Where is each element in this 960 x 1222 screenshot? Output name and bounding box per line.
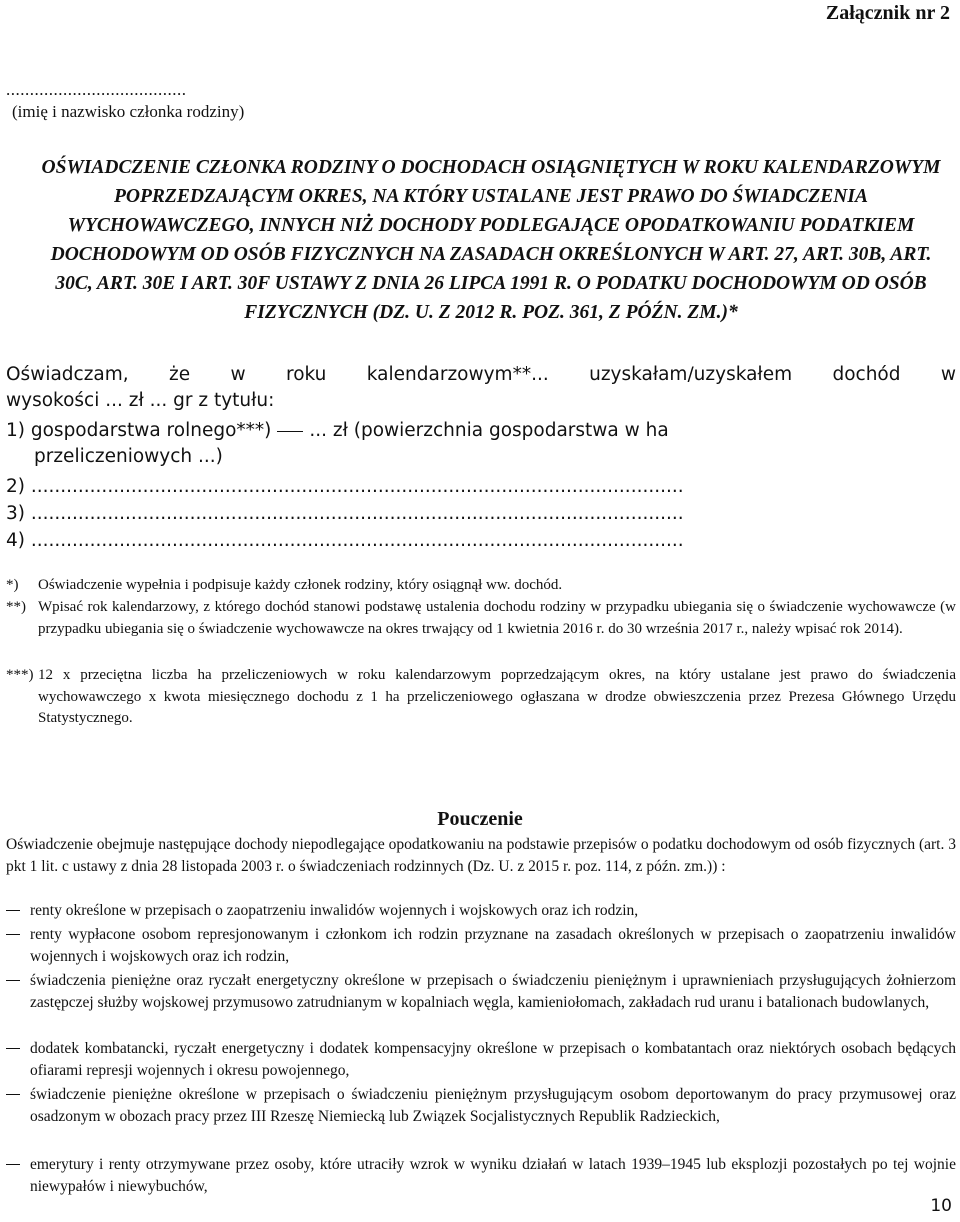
income-item-4: 4) ...............................................................................................................: [6, 530, 684, 551]
list-item-text: dodatek kombatancki, ryczałt energetyczny i dodatek kompensacyjny określone w przepisach o kombatantach oraz niektórych osobach będących ofiarami represji wojennych i okresu powojennego,: [30, 1040, 956, 1079]
income-item-1-amount: ... zł (powierzchnia gospodarstwa w ha: [309, 420, 669, 441]
list-item: [6, 924, 956, 968]
list-item: [6, 1038, 956, 1082]
pouczenie-heading: Pouczenie: [437, 808, 523, 830]
footnote-text: 12 x przeciętna liczba ha przeliczeniowych w roku kalendarzowym poprzedzającym okres, na który ustalane jest prawo do świadczenia wychowawczego x kwota miesięcznego dochodu z 1 ha przeliczeniowego ogłaszana w drodze obwieszczenia przez Prezesa Głównego Urzędu Statystycznego.: [38, 667, 956, 726]
dash-bullet: [6, 1094, 20, 1095]
footnote-text: Oświadczenie wypełnia i podpisuje każdy członek rodziny, który osiągnął ww. dochód.: [38, 577, 563, 593]
annex-label: Załącznik nr 2: [825, 2, 950, 24]
footnote-text: Wpisać rok kalendarzowy, z którego dochód stanowi podstawę ustalenia dochodu rodziny w przypadku ubiegania się o świadczenie wychowawcze (w przypadku ubiegania się o świadczenie wychowawcze na okres trwający od 1 kwietnia 2016 r. do 30 września 2017 r., należy wpisać rok 2014).: [38, 599, 956, 637]
dash-bullet: [6, 934, 20, 935]
declaration-title: OŚWIADCZENIE CZŁONKA RODZINY O DOCHODACH OSIĄGNIĘTYCH W ROKU KALENDARZOWYM POPRZEDZAJĄCYM OKRES, NA KTÓRY USTALANE JEST PRAWO DO ŚWIADCZENIA WYCHOWAWCZEGO, INNYCH NIŻ DOCHODY PODLEGAJĄCE OPODATKOWANIU PODATKIEM DOCHODOWYM OD OSÓB FIZYCZNYCH NA ZASADACH OKREŚLONYCH W ART. 27, ART. 30B, ART. 30C, ART. 30E I ART. 30F USTAWY Z DNIA 26 LIPCA 1991 R. O PODATKU DOCHODOWYM OD OSÓB FIZYCZNYCH (DZ. U. Z 2012 R. POZ. 361, Z PÓŹN. ZM.)*: [41, 157, 941, 323]
declaration-line-1: Oświadczam, że w roku kalendarzowym**... uzyskałam/uzyskałem dochód w: [6, 364, 956, 385]
declaration-line-2: wysokości ... zł ... gr z tytułu:: [6, 390, 275, 411]
name-field-label: (imię i nazwisko członka rodziny): [12, 102, 245, 121]
list-item: [6, 970, 956, 1014]
income-item-1: [6, 418, 956, 444]
list-item-text: renty wypłacone osobom represjonowanym i członkom ich rodzin przyznane na zasadach określonych w przepisach o zaopatrzeniu inwalidów wojennych i wojskowych oraz ich rodzin,: [30, 926, 956, 965]
income-item-3: 3) ...............................................................................................................: [6, 503, 684, 524]
dash-bullet: [6, 910, 20, 911]
list-item-text: renty określone w przepisach o zaopatrzeniu inwalidów wojennych i wojskowych oraz ich rodzin,: [30, 902, 639, 919]
income-item-1-label: 1) gospodarstwa rolnego***): [6, 420, 272, 441]
list-item-text: emerytury i renty otrzymywane przez osoby, które utraciły wzrok w wyniku działań w latach 1939–1945 lub eksplozji pozostałych po tej wojnie niewypałów i niewybuchów,: [30, 1156, 956, 1195]
list-item-text: świadczenia pieniężne oraz ryczałt energetyczny określone w przepisach o świadczeniu pieniężnym i uprawnieniach przysługujących żołnierzom zastępczej służby wojskowej przymusowo zatrudnianym w kopalniach węgla, kamieniołomach, zakładach rud uranu i batalionach budowlanych,: [30, 972, 956, 1011]
dash-bullet: [6, 1048, 20, 1049]
list-item: [6, 1084, 956, 1128]
footnote-marker: **): [6, 599, 26, 615]
list-item: [6, 1154, 956, 1198]
list-item-text: świadczenie pieniężne określone w przepisach o świadczeniu pieniężnym przysługującym osobom deportowanym do pracy przymusowej oraz osadzonym w obozach pracy przez III Rzeszę Niemiecką lub Związek Socjalistycznych Republik Radzieckich,: [30, 1086, 956, 1125]
dash-separator: [277, 431, 303, 432]
footnote-2: [6, 597, 956, 640]
name-field-dots: ......................................: [6, 80, 187, 99]
list-item: [6, 900, 956, 922]
footnote-marker: *): [6, 577, 19, 593]
pouczenie-intro: Oświadczenie obejmuje następujące dochody niepodlegające opodatkowaniu na podstawie przepisów o podatku dochodowym od osób fizycznych (art. 3 pkt 1 lit. c ustawy z dnia 28 listopada 2003 r. o świadczeniach rodzinnych (Dz. U. z 2015 r. poz. 114, z późn. zm.)) :: [6, 836, 956, 875]
dash-bullet: [6, 980, 20, 981]
income-item-1-area: przeliczeniowych ...): [34, 446, 223, 467]
page-number: 10: [930, 1196, 952, 1216]
footnote-3: [6, 665, 956, 730]
dash-bullet: [6, 1164, 20, 1165]
footnote-marker: ***): [6, 667, 34, 683]
income-item-2: 2) ...............................................................................................................: [6, 476, 684, 497]
footnote-1: [6, 575, 956, 597]
